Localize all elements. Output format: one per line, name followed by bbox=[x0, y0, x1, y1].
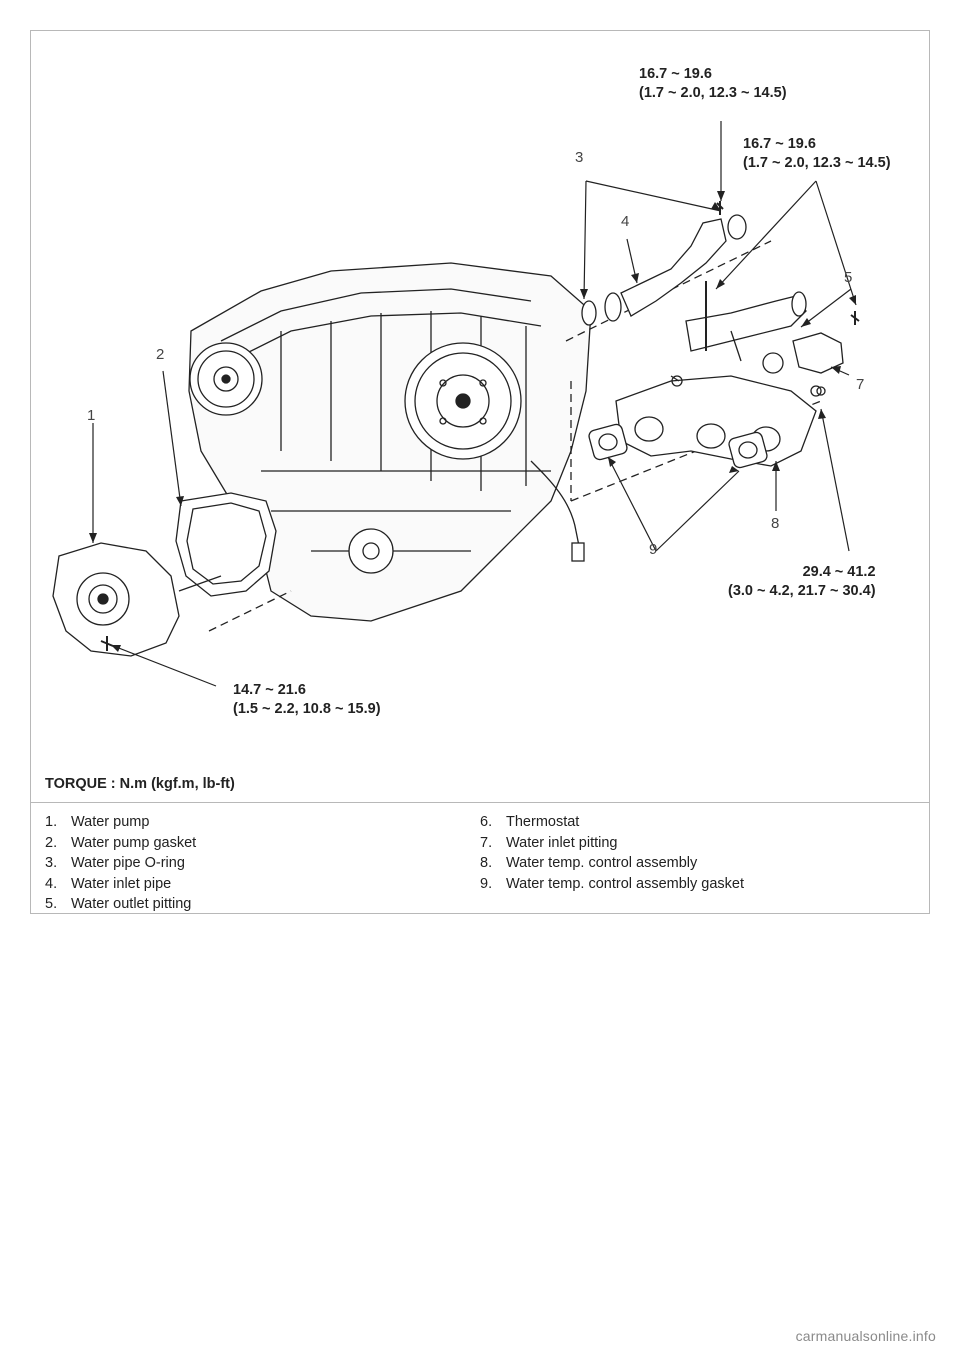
callout-1: 1 bbox=[87, 407, 96, 424]
legend-item: 3. Water pipe O-ring bbox=[45, 855, 185, 871]
water-outlet-pitting bbox=[686, 296, 806, 351]
legend-item: 6. Thermostat bbox=[480, 814, 580, 830]
torque-units-label: TORQUE : N.m (kgf.m, lb-ft) bbox=[45, 776, 235, 792]
torque-spec-lower-right: 29.4 ~ 41.2 (3.0 ~ 4.2, 21.7 ~ 30.4) bbox=[728, 564, 876, 599]
temp-control-gasket-left bbox=[588, 423, 629, 461]
legend-item: 1. Water pump bbox=[45, 814, 150, 830]
callout-2: 2 bbox=[156, 346, 165, 363]
callout-4: 4 bbox=[621, 213, 630, 230]
legend-item: 5. Water outlet pitting bbox=[45, 896, 192, 912]
watermark: carmanualsonline.info bbox=[795, 1328, 936, 1344]
water-pump bbox=[53, 543, 179, 656]
callout-8: 8 bbox=[771, 515, 780, 532]
callout-7: 7 bbox=[856, 376, 865, 393]
legend-column-left bbox=[45, 812, 196, 915]
water-inlet-pipe bbox=[621, 219, 726, 316]
diagram-frame bbox=[30, 30, 930, 914]
legend-column-right bbox=[480, 812, 744, 894]
torque-spec-lower-left: 14.7 ~ 21.6 (1.5 ~ 2.2, 10.8 ~ 15.9) bbox=[233, 682, 381, 717]
callout-5: 5 bbox=[844, 269, 853, 286]
water-temp-control-assembly bbox=[616, 376, 816, 466]
legend-item: 2. Water pump gasket bbox=[45, 834, 197, 851]
parts-legend bbox=[31, 802, 929, 913]
legend-item: 8. Water temp. control assembly bbox=[480, 855, 698, 871]
torque-spec-upper-right: 16.7 ~ 19.6 (1.7 ~ 2.0, 12.3 ~ 14.5) bbox=[743, 136, 891, 171]
legend-item: 9. Water temp. control assembly gasket bbox=[480, 875, 744, 892]
legend-item: 4. Water inlet pipe bbox=[45, 875, 172, 892]
torque-spec-top: 16.7 ~ 19.6 (1.7 ~ 2.0, 12.3 ~ 14.5) bbox=[639, 66, 787, 101]
callout-9: 9 bbox=[649, 541, 658, 558]
water-pump-gasket bbox=[176, 493, 276, 596]
legend-item: 7. Water inlet pitting bbox=[480, 834, 618, 851]
callout-3: 3 bbox=[575, 149, 584, 166]
exploded-view-figure bbox=[31, 31, 929, 803]
